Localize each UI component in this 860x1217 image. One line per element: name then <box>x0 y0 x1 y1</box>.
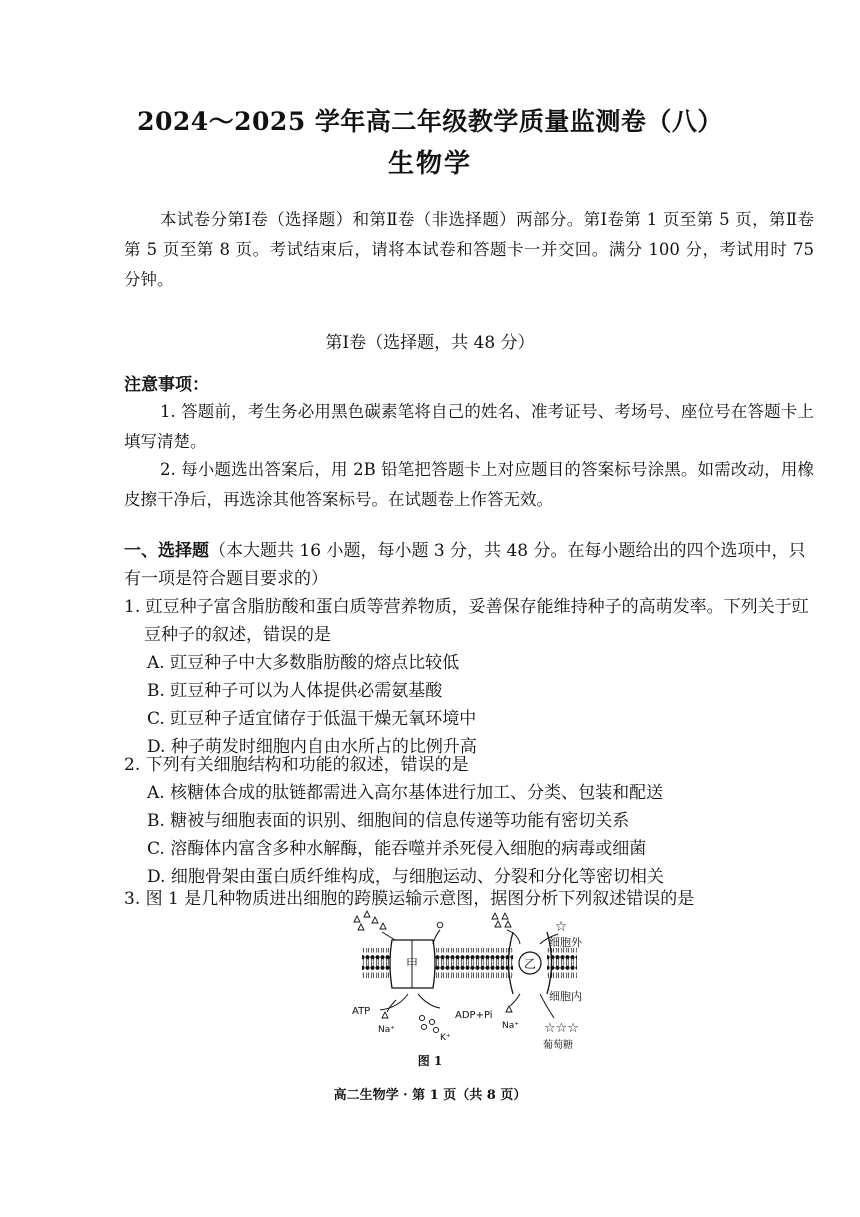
atp-label: ATP <box>352 1006 371 1017</box>
subject-title: 生物学 <box>387 149 472 179</box>
pump-protein-a <box>390 940 435 988</box>
arrow-na-out <box>382 932 395 940</box>
option-a: A. 核糖体合成的肽链都需进入高尔基体进行加工、分类、包装和配送 <box>147 783 664 803</box>
notes-title: 注意事项： <box>124 375 209 395</box>
adp-label: ADP+Pi <box>455 1010 493 1021</box>
arrow-k-in <box>433 930 440 944</box>
option-b: B. 豇豆种子可以为人体提供必需氨基酸 <box>147 681 443 701</box>
part-heading <box>124 537 814 593</box>
intro-paragraph: 本试卷分第Ⅰ卷（选择题）和第Ⅱ卷（非选择题）两部分。第Ⅰ卷第 1 页至第 5 页，第Ⅱ卷第 5 页至第 8 页。考试结束后，请将本试卷和答题卡一并交回。满分 100 分，考试用时 75 分钟。 <box>124 210 814 289</box>
potassium-ions-inside <box>419 1015 438 1032</box>
option-d: D. 细胞骨架由蛋白质纤维构成，与细胞运动、分裂和分化等密切相关 <box>147 867 664 887</box>
sodium-ion-inside-left <box>382 1012 388 1018</box>
arrow-adp <box>418 994 440 1008</box>
question-1 <box>124 593 814 761</box>
question-3 <box>124 885 814 913</box>
na-right-label: Na⁺ <box>502 1021 519 1031</box>
option-c: C. 豇豆种子适宜储存于低温干燥无氧环境中 <box>147 709 477 729</box>
option-d: D. 种子萌发时细胞内自由水所占的比例升高 <box>147 737 477 757</box>
figure-caption: 图 1 <box>417 1054 443 1068</box>
na-left-label: Na⁺ <box>378 1025 395 1035</box>
section-heading: 第Ⅰ卷（选择题，共 48 分） <box>325 333 535 353</box>
sodium-ion-inside-right <box>506 1006 512 1012</box>
glucose-label: 葡萄糖 <box>543 1040 573 1050</box>
part-label: 一、选择题 <box>124 541 209 561</box>
outside-label: 细胞外 <box>549 936 582 949</box>
question-2 <box>124 751 814 891</box>
note-item: 1. 答题前，考生务必用黑色碳素笔将自己的姓名、准考证号、考场号、座位号在答题卡上填写清楚。 <box>124 402 814 451</box>
part-description: （本大题共 16 小题，每小题 3 分，共 48 分。在每小题给出的四个选项中，只有一项是符合题目要求的） <box>124 541 806 589</box>
arrow-na-in <box>507 930 520 944</box>
membrane-transport-figure <box>340 910 590 1050</box>
option-b: B. 糖被与细胞表面的识别、细胞间的信息传递等功能有密切关系 <box>147 811 630 831</box>
k-label: K⁺ <box>440 1033 451 1043</box>
inside-label: 细胞内 <box>549 990 582 1003</box>
protein-a-label: 甲 <box>405 957 419 971</box>
arrow-na-to-inside <box>510 994 520 1006</box>
sodium-ions-outside-right <box>492 913 511 927</box>
sodium-ions-outside-left <box>354 911 386 930</box>
question-stem: 3. 图 1 是几种物质进出细胞的跨膜运输示意图，据图分析下列叙述错误的是 <box>124 889 695 909</box>
exam-title: 2024～2025 学年高二年级教学质量监测卷（八） <box>137 107 723 136</box>
glucose-stars-icon: ☆☆☆ <box>544 1021 579 1036</box>
question-stem: 2. 下列有关细胞结构和功能的叙述，错误的是 <box>124 755 469 775</box>
option-a: A. 豇豆种子中大多数脂肪酸的熔点比较低 <box>147 653 460 673</box>
potassium-ion-outside <box>437 922 443 928</box>
note-item: 2. 每小题选出答案后，用 2B 铅笔把答题卡上对应题目的答案标号涂黑。如需改动，用橡皮擦干净后，再选涂其他答案标号。在试题卷上作答无效。 <box>124 460 814 509</box>
option-c: C. 溶酶体内富含多种水解酶，能吞噬并杀死侵入细胞的病毒或细菌 <box>147 839 647 859</box>
carrier-protein-b <box>509 932 552 994</box>
question-stem: 1. 豇豆种子富含脂肪酸和蛋白质等营养物质，妥善保存能维持种子的高萌发率。下列关于豇豆种子的叙述，错误的是 <box>124 597 809 645</box>
glucose-star-icon: ☆ <box>554 919 568 935</box>
page-footer: 高二生物学 · 第 1 页（共 8 页） <box>333 1088 527 1103</box>
protein-b-label: 乙 <box>523 957 537 971</box>
